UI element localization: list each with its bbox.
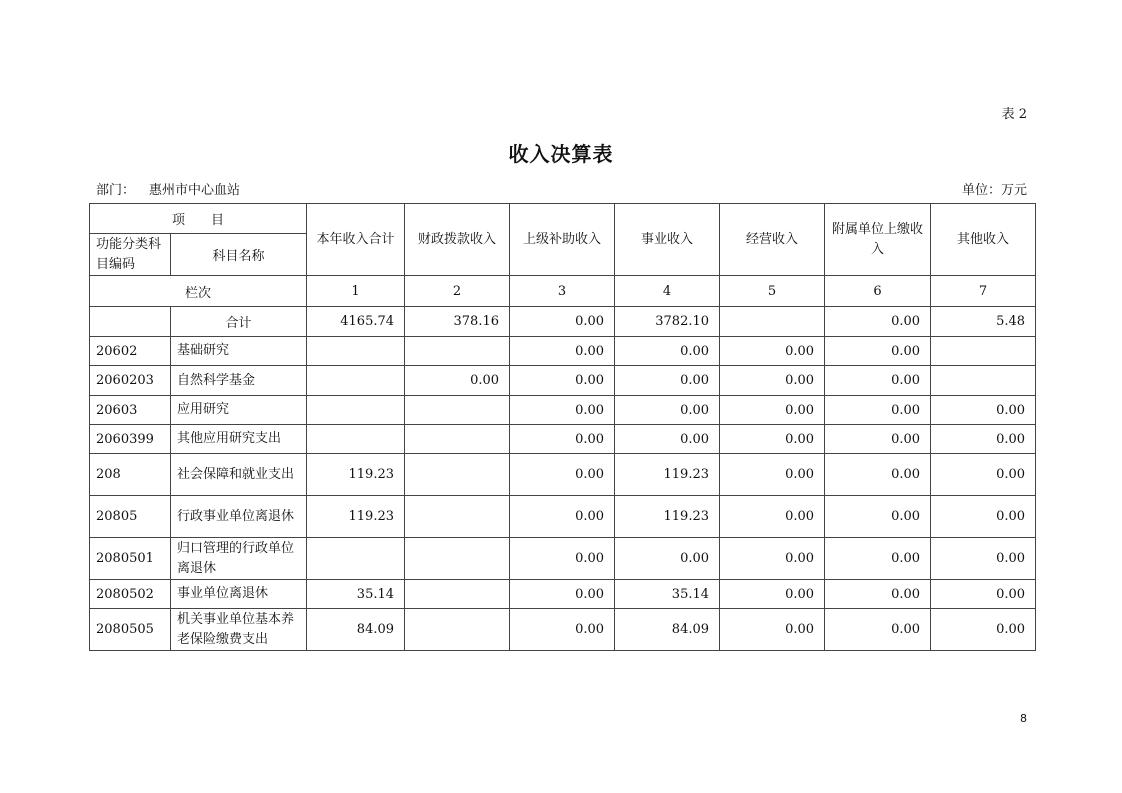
row-code: 2080505 (90, 609, 171, 651)
row-value: 0.00 (825, 580, 931, 609)
row-value (405, 425, 510, 454)
row-value: 0.00 (720, 454, 825, 496)
column-number: 2 (405, 276, 510, 307)
row-name: 事业单位离退休 (171, 580, 307, 609)
row-value: 0.00 (720, 396, 825, 425)
row-value: 84.09 (307, 609, 405, 651)
row-value (405, 496, 510, 538)
row-name: 其他应用研究支出 (171, 425, 307, 454)
row-value: 0.00 (615, 366, 720, 396)
column-number: 4 (615, 276, 720, 307)
unit-label: 单位：万元 (961, 183, 1027, 198)
column-number: 1 (307, 276, 405, 307)
row-value: 0.00 (405, 366, 510, 396)
row-code: 20603 (90, 396, 171, 425)
income-table (89, 203, 1036, 651)
column-number: 7 (931, 276, 1036, 307)
header-item: 项 目 (90, 204, 307, 234)
row-value: 0.00 (615, 337, 720, 366)
row-value (307, 396, 405, 425)
row-value (405, 396, 510, 425)
row-name: 行政事业单位离退休 (171, 496, 307, 538)
row-value: 0.00 (720, 609, 825, 651)
row-name: 基础研究 (171, 337, 307, 366)
row-name: 应用研究 (171, 396, 307, 425)
header-col-3: 上级补助收入 (510, 204, 615, 276)
total-value: 4165.74 (307, 307, 405, 337)
total-value: 3782.10 (615, 307, 720, 337)
row-value: 0.00 (720, 496, 825, 538)
row-name: 社会保障和就业支出 (171, 454, 307, 496)
header-func-code: 功能分类科目编码 (90, 234, 171, 276)
document-title: 收入决算表 (508, 142, 614, 166)
row-value: 0.00 (825, 454, 931, 496)
table-row (90, 538, 1036, 580)
table-row (90, 496, 1036, 538)
row-value: 0.00 (931, 425, 1036, 454)
column-number: 6 (825, 276, 931, 307)
total-value: 378.16 (405, 307, 510, 337)
header-col-2: 财政拨款收入 (405, 204, 510, 276)
row-value: 0.00 (931, 396, 1036, 425)
row-value: 0.00 (931, 496, 1036, 538)
column-number: 5 (720, 276, 825, 307)
total-value: 0.00 (510, 307, 615, 337)
row-value: 0.00 (720, 580, 825, 609)
table-row (90, 337, 1036, 366)
row-value: 0.00 (825, 337, 931, 366)
row-code: 2080501 (90, 538, 171, 580)
row-value: 0.00 (825, 396, 931, 425)
row-value: 0.00 (510, 496, 615, 538)
row-value (931, 366, 1036, 396)
row-value (307, 425, 405, 454)
row-value (405, 337, 510, 366)
total-row-blank (90, 307, 171, 337)
table-row (90, 580, 1036, 609)
row-value: 0.00 (510, 425, 615, 454)
column-row-label: 栏次 (90, 276, 307, 307)
row-value: 0.00 (720, 337, 825, 366)
row-value: 0.00 (615, 425, 720, 454)
row-value: 119.23 (307, 454, 405, 496)
total-row-label: 合计 (171, 307, 307, 337)
row-code: 20805 (90, 496, 171, 538)
row-value: 119.23 (307, 496, 405, 538)
row-value: 0.00 (720, 425, 825, 454)
row-value: 0.00 (510, 366, 615, 396)
row-value (931, 337, 1036, 366)
row-value: 0.00 (825, 425, 931, 454)
header-col-7: 其他收入 (931, 204, 1036, 276)
row-value (405, 609, 510, 651)
row-value: 35.14 (307, 580, 405, 609)
row-value (307, 366, 405, 396)
row-value: 0.00 (510, 454, 615, 496)
row-value: 0.00 (825, 538, 931, 580)
row-value: 119.23 (615, 496, 720, 538)
row-value: 0.00 (825, 496, 931, 538)
header-col-6: 附属单位上缴收入 (825, 204, 931, 276)
table-row (90, 454, 1036, 496)
row-value: 0.00 (931, 580, 1036, 609)
table-row (90, 366, 1036, 396)
row-value: 0.00 (720, 366, 825, 396)
row-value: 0.00 (720, 538, 825, 580)
header-subject-name: 科目名称 (171, 234, 307, 276)
row-value: 0.00 (510, 538, 615, 580)
column-number: 3 (510, 276, 615, 307)
row-value (405, 454, 510, 496)
row-code: 20602 (90, 337, 171, 366)
row-value: 35.14 (615, 580, 720, 609)
header-col-1: 本年收入合计 (307, 204, 405, 276)
page-number: 8 (1020, 712, 1027, 725)
row-value (405, 538, 510, 580)
row-value: 0.00 (931, 609, 1036, 651)
total-value (720, 307, 825, 337)
table-row (90, 396, 1036, 425)
row-code: 208 (90, 454, 171, 496)
row-code: 2060399 (90, 425, 171, 454)
row-name: 归口管理的行政单位离退休 (171, 538, 307, 580)
row-name: 自然科学基金 (171, 366, 307, 396)
total-value: 5.48 (931, 307, 1036, 337)
row-value: 119.23 (615, 454, 720, 496)
row-value (307, 337, 405, 366)
row-name: 机关事业单位基本养老保险缴费支出 (171, 609, 307, 651)
header-col-5: 经营收入 (720, 204, 825, 276)
row-value: 0.00 (510, 337, 615, 366)
table-row (90, 609, 1036, 651)
row-value: 0.00 (931, 454, 1036, 496)
row-value: 0.00 (615, 396, 720, 425)
row-value: 0.00 (825, 366, 931, 396)
row-value: 0.00 (825, 609, 931, 651)
row-value: 0.00 (615, 538, 720, 580)
department-label: 部门： (96, 183, 136, 198)
row-value: 84.09 (615, 609, 720, 651)
table-number: 表 2 (1001, 107, 1027, 122)
row-value: 0.00 (510, 609, 615, 651)
department-line (96, 179, 240, 198)
department-value: 惠州市中心血站 (149, 183, 241, 198)
header-col-4: 事业收入 (615, 204, 720, 276)
row-value: 0.00 (510, 396, 615, 425)
row-value (405, 580, 510, 609)
total-value: 0.00 (825, 307, 931, 337)
row-value: 0.00 (931, 538, 1036, 580)
table-row (90, 425, 1036, 454)
row-code: 2060203 (90, 366, 171, 396)
row-value (307, 538, 405, 580)
row-value: 0.00 (510, 580, 615, 609)
row-code: 2080502 (90, 580, 171, 609)
